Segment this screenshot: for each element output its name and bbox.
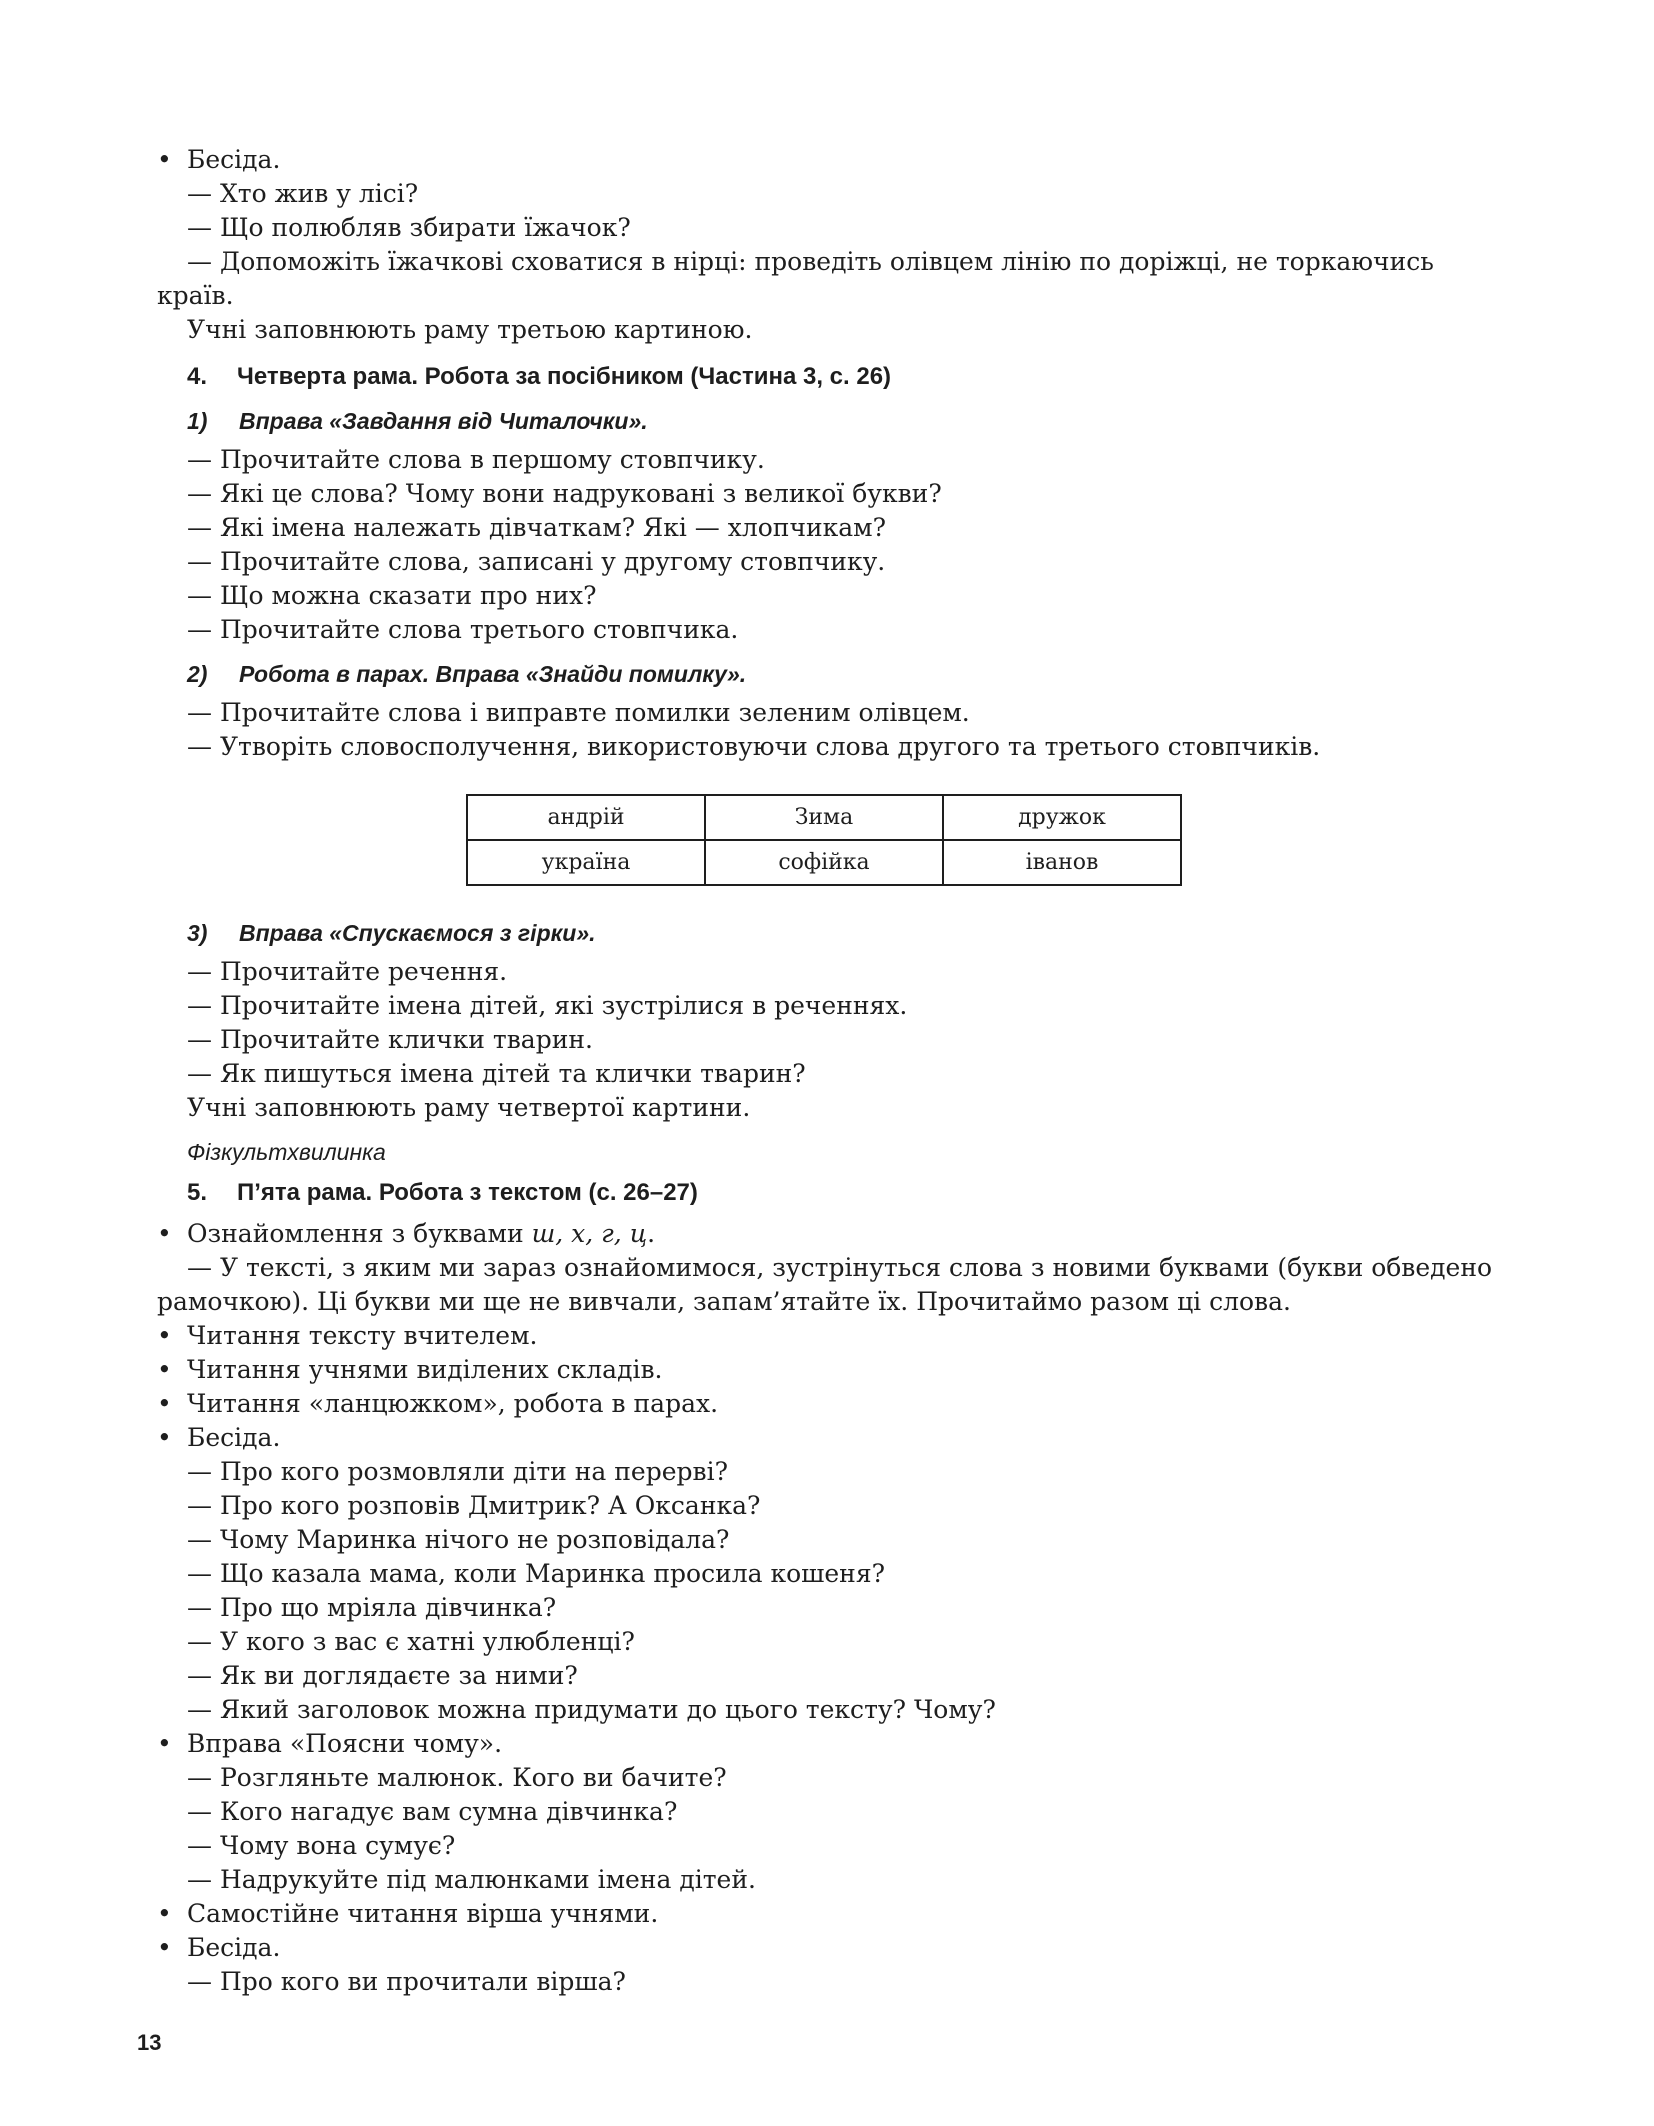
question-line: — Прочитайте слова і виправте помилки зеленим олівцем. [187, 698, 970, 727]
bullet-item: • Бесіда. [157, 1421, 1515, 1455]
question-line-wrapped [157, 245, 1515, 313]
question-text: — У тексті, з яким ми зараз ознайомимося, зустрінуться слова з новими буквами (букви обведено [187, 1253, 1493, 1282]
exercise-number: 2) [187, 661, 208, 687]
question-line: — Про кого розмовляли діти на перерві? [187, 1457, 729, 1486]
exercise-title: Вправа «Спускаємося з гірки». [239, 920, 596, 946]
bullet-item: • Бесіда. [157, 1931, 1515, 1965]
question-line: — Як ви доглядаєте за ними? [187, 1661, 578, 1690]
question-line: — Кого нагадує вам сумна дівчинка? [187, 1797, 678, 1826]
fill-note: Учні заповнюють раму третьою картиною. [187, 315, 753, 344]
bullet-talk: • Бесіда. [157, 143, 1515, 177]
bullet-intro [157, 1217, 1515, 1251]
question-line: — Розгляньте малюнок. Кого ви бачите? [187, 1763, 727, 1792]
intro-letters: ш, х, г, ц [531, 1219, 648, 1248]
exercise-2-title [157, 657, 1515, 691]
heading-4 [157, 360, 1515, 394]
question-line: — Прочитайте клички тварин. [187, 1025, 593, 1054]
table-row [467, 840, 1181, 885]
exercise-number: 1) [187, 408, 208, 434]
question-line: — Прочитайте слова третього стовпчика. [187, 615, 739, 644]
heading-text: Четверта рама. Робота за посібником (Частина 3, с. 26) [237, 363, 892, 390]
question-line: — Чому вона сумує? [187, 1831, 456, 1860]
question-line: — Прочитайте слова в першому стовпчику. [187, 445, 765, 474]
exercise-3-title [157, 916, 1515, 950]
question-line: — Про що мріяла дівчинка? [187, 1593, 557, 1622]
heading-number: 4. [187, 363, 208, 390]
exercise-title: Вправа «Завдання від Читалочки». [239, 408, 648, 434]
question-line: — Які імена належать дівчаткам? Які — хлопчикам? [187, 513, 887, 542]
heading-number: 5. [187, 1179, 208, 1206]
table-cell: дружок [943, 795, 1181, 840]
question-continuation: рамочкою). Ці букви ми ще не вивчали, запам’ятайте їх. Прочитаймо разом ці слова. [157, 1287, 1291, 1316]
word-table [466, 794, 1182, 886]
question-line: — Які це слова? Чому вони надруковані з великої букви? [187, 479, 942, 508]
question-line: — Прочитайте слова, записані у другому стовпчику. [187, 547, 886, 576]
question-continuation: країв. [157, 281, 234, 310]
question-line: — Що полюбляв збирати їжачок? [187, 213, 631, 242]
question-line: — Надрукуйте під малюнками імена дітей. [187, 1865, 756, 1894]
intro-suffix: . [647, 1219, 656, 1248]
question-line: — Чому Маринка нічого не розповідала? [187, 1525, 730, 1554]
question-line: — Прочитайте речення. [187, 957, 508, 986]
question-line: — У кого з вас є хатні улюбленці? [187, 1627, 635, 1656]
intro-prefix: Ознайомлення з буквами [187, 1219, 532, 1248]
question-line: — Що можна сказати про них? [187, 581, 597, 610]
bullet-item: • Читання тексту вчителем. [157, 1319, 1515, 1353]
fizkult-label: Фізкультхвилинка [187, 1139, 386, 1165]
table-cell: Зима [705, 795, 943, 840]
table-cell: андрій [467, 795, 705, 840]
question-line-wrapped [157, 1251, 1515, 1319]
question-line: — Який заголовок можна придумати до цього тексту? Чому? [187, 1695, 996, 1724]
table-row [467, 795, 1181, 840]
bullet-item: • Читання «ланцюжком», робота в парах. [157, 1387, 1515, 1421]
table-cell: україна [467, 840, 705, 885]
bullet-item: • Читання учнями виділених складів. [157, 1353, 1515, 1387]
exercise-number: 3) [187, 920, 208, 946]
table-cell: іванов [943, 840, 1181, 885]
question-text: — Допоможіть їжачкові сховатися в нірці: проведіть олівцем лінію по доріжці, не торкаючись [187, 247, 1434, 276]
question-line: — Що казала мама, коли Маринка просила кошеня? [187, 1559, 886, 1588]
bullet-item: • Самостійне читання вірша учнями. [157, 1897, 1515, 1931]
question-line: — Хто жив у лісі? [187, 179, 419, 208]
bullet-item: • Вправа «Поясни чому». [157, 1727, 1515, 1761]
heading-5 [157, 1176, 1515, 1210]
question-line: — Прочитайте імена дітей, які зустрілися в реченнях. [187, 991, 908, 1020]
question-line: — Про кого ви прочитали вірша? [187, 1967, 626, 1996]
table-cell: софійка [705, 840, 943, 885]
page-number: 13 [137, 2030, 162, 2055]
question-line: — Про кого розповів Дмитрик? А Оксанка? [187, 1491, 761, 1520]
question-line: — Утворіть словосполучення, використовуючи слова другого та третього стовпчиків. [187, 732, 1321, 761]
exercise-1-title [157, 404, 1515, 438]
question-line: — Як пишуться імена дітей та клички тварин? [187, 1059, 806, 1088]
page-content [157, 143, 1515, 1999]
heading-text: П’ята рама. Робота з текстом (с. 26–27) [237, 1179, 698, 1206]
exercise-title: Робота в парах. Вправа «Знайди помилку». [239, 661, 747, 687]
fill-note: Учні заповнюють раму четвертої картини. [187, 1093, 751, 1122]
